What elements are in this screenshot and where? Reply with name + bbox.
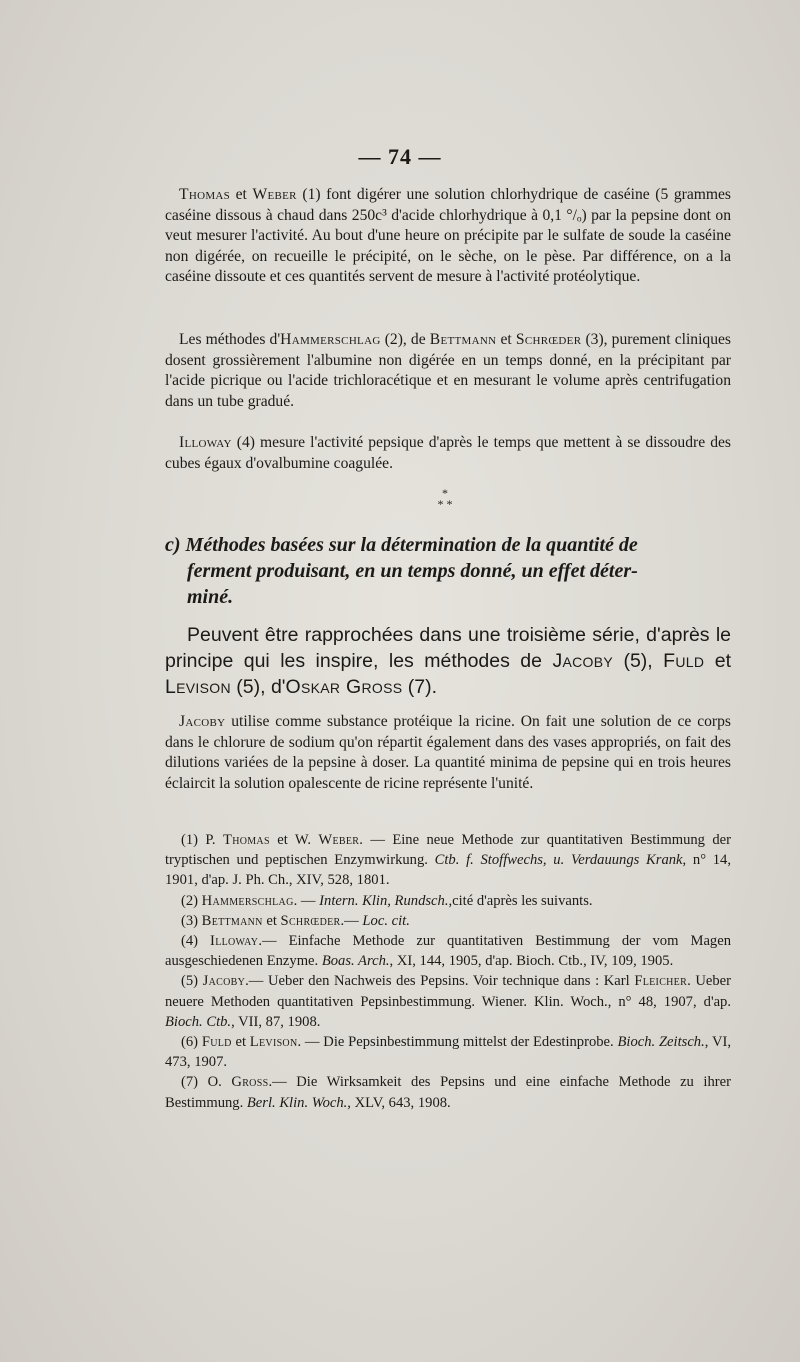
footnote-text: , XLV, 643, 1908. [347,1094,451,1111]
author-name: Jacoby [552,650,614,672]
footnote-text: , XI, 144, 1905, d'ap. Bioch. Ctb., IV, 109, 1905. [389,953,674,970]
footnote [165,1072,731,1112]
author-name: Thomas [179,186,231,203]
paragraph-text: (4) mesure l'activité pepsique d'après le temps que mettent à se dissoudre des cubes égaux d'ovalbumine coagulée. [165,434,731,472]
footnote [165,971,731,1032]
section-heading-line: ferment produisant, en un temps donné, un effet déter- [187,560,638,582]
footnote-text: .— [340,912,363,929]
paragraph-text: (3), purement cliniques dosent grossièrement l'albumine non digérée en un temps donné, en la précipitant par l'acide picrique ou l'acide trichloracétique et en mesurant le volume après centrifugation dans un tube gradué. [165,331,731,410]
asterism-bottom: * * [437,497,453,511]
footnote-text: .— Die Wirksamkeit des Pepsins und eine einfache Methode zu ihrer Bestimmung. [165,1074,731,1111]
footnote-number: (4) [181,933,211,950]
paragraph-text: (1) font digérer une solution chlorhydrique de caséine (5 grammes caséine dissous à chaud dans 250c³ d'acide chlorhydrique à 0,1 °/ₒ) par la pepsine dont on veut mesurer l'activité. Au bout d'une heure on précipite par le sulfate de soude la caséine non digérée, on recueille le précipité, on le sèche, on le pèse. Par différence, on a la caséine dissoute et ces quantités servent de mesure à l'activité protéolytique. [165,186,731,286]
author-name: Hammerschlag [280,331,381,348]
author-name: Bettmann [429,331,497,348]
journal-title: Bioch. Ctb. [165,1013,232,1030]
footnote [165,830,731,891]
author-name: Oskar Gross [285,676,403,698]
lead-text: (7). [402,676,438,698]
journal-title: Loc. cit. [362,912,410,929]
author-name: Schrœder [280,912,341,929]
author-name: Gross [231,1074,269,1091]
journal-title: Bioch. Zeitsch. [617,1034,705,1051]
footnote-text: . — Die Pepsinbestimmung mittelst der Edestinprobe. [297,1034,618,1051]
author-name: Jacoby [202,973,246,990]
footnote-text: , VII, 87, 1908. [231,1013,321,1030]
section-heading-line: c) Méthodes basées sur la détermination de la quantité de [165,534,638,556]
lead-paragraph [165,622,731,700]
footnote-number: (7) O. [181,1074,232,1091]
paragraph-text: et [496,331,516,348]
paragraph-hammerschlag [165,330,731,412]
paragraph-illoway [165,433,731,474]
footnote [165,1032,731,1072]
section-heading [165,532,735,610]
author-name: Illoway [179,434,232,451]
journal-title: Intern. Klin, Rundsch. [319,892,449,909]
footnotes [165,830,731,1113]
journal-title: Boas. Arch. [321,953,390,970]
footnote-number: (6) [181,1034,202,1051]
lead-text: Peuvent être rapprochées dans une troisième série, d'après le principe qui les inspire, les méthodes de [165,624,731,672]
journal-title: Berl. Klin. Woch. [246,1094,348,1111]
author-name: Hammerschlag [201,892,294,909]
lead-text: et [704,650,732,672]
page-number: — 74 — [358,144,442,169]
author-name: Levison [165,676,231,698]
footnote-text: et [231,1034,250,1051]
footnote-number: (1) P. [181,832,223,848]
lead-text: (5), [613,650,664,672]
section-heading-line: miné. [187,586,234,608]
footnote-text: . — Eine neue Methode zur quantitativen Bestimmung der tryptischen und peptischen Enzymwirkung. [165,832,732,869]
footnote-number: (3) [181,912,202,929]
footnote-number: (2) [181,892,202,909]
author-name: Schrœder [515,331,582,348]
paragraph-jacoby [165,712,731,794]
author-name: Fuld [201,1034,232,1051]
footnote-text: , VI, 473, 1907. [165,1034,731,1071]
footnote-text: .— Ueber den Nachweis des Pepsins. Voir technique dans : Karl [245,973,635,990]
paragraph-thomas-weber: Thomas et Weber (1) font digérer une solution chlorhydrique de caséine (5 grammes caséine dissous à chaud dans 250c³ d'acide chlorhydrique à 0,1 °/ₒ) par la pepsine dont on veut mesurer l'activité. Au bout d'une heure on précipite par le sulfate de soude la caséine non digérée, on recueille le précipité, on le sèche, on le pèse. Par différence, on a la caséine dissoute et ces quantités servent de mesure à l'activité protéolytique. [165,186,731,286]
lead-text: (5), d' [230,676,286,698]
author-name: Weber [318,832,360,848]
author-name: Levison [249,1034,298,1051]
asterism-separator [430,488,460,510]
author-name: Weber [252,186,297,203]
author-name: Thomas [222,832,270,848]
author-name: Bettmann [201,912,263,929]
footnote-text: et W. [269,832,319,848]
paragraph-text: utilise comme substance protéique la ricine. On fait une solution de ce corps dans le chlorure de sodium qu'on répartit également dans des vases appropriés, on fait des dilutions variées de la pepsine à doser. La quantité minima de pepsine qui en trois heures éclaircit la solution opalescente de ricine représente l'unité. [165,713,731,792]
footnote-text: .— Einfache Methode zur quantitativen Bestimmung der vom Magen ausgeschiedenen Enzyme. [165,933,731,970]
footnote-text: , n° 14, 1901, d'ap. J. Ph. Ch., XIV, 528, 1801. [165,852,731,889]
author-name: Fleicher [634,973,688,990]
footnote [165,891,731,911]
paragraph-text: (2), de [380,331,430,348]
journal-title: Ctb. f. Stoffwechs, u. Verdauungs Krank [434,852,683,869]
footnote-text: . — [293,892,320,909]
footnote-text: et [262,912,281,929]
asterism-top: * [442,486,448,500]
paragraph-text: Les méthodes d' [179,331,281,348]
author-name: Illoway [210,933,259,950]
footnote-text: ,cité d'après les suivants. [448,892,593,909]
footnote-text: . Ueber neuere Methoden quantitativen Pepsinbestimmung. Wiener. Klin. Woch., n° 48, 1907, d'ap. [165,973,731,1010]
author-name: Fuld [663,650,705,672]
footnote [165,911,731,931]
footnote-number: (5) [181,973,203,990]
footnote [165,931,731,971]
author-name: Jacoby [179,713,226,730]
